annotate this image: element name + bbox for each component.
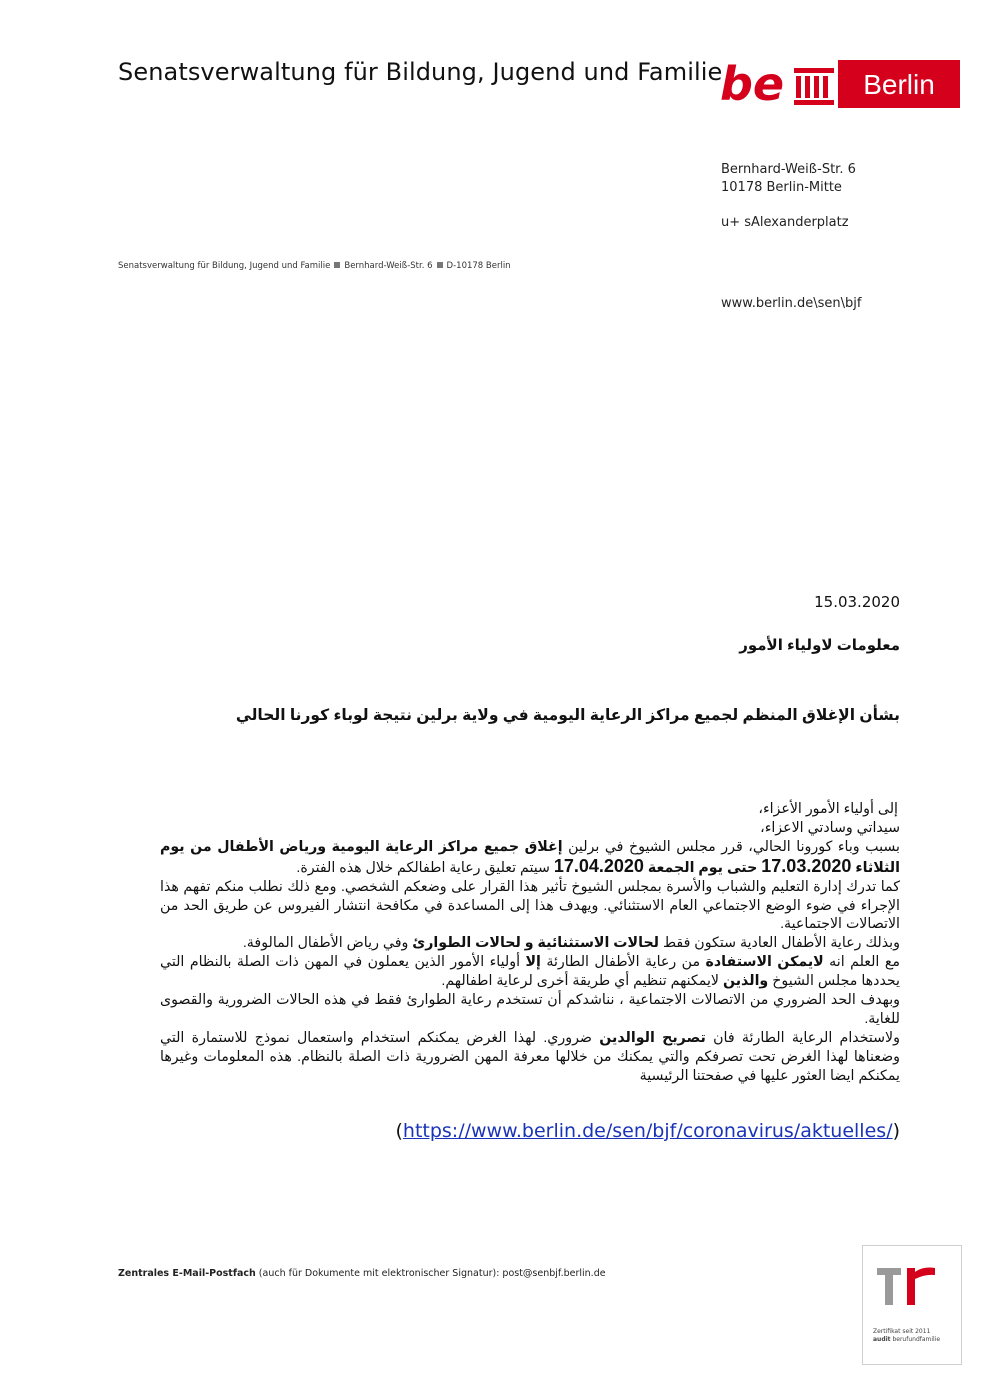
certificate-logo-icon	[863, 1246, 961, 1326]
letter-body	[160, 800, 900, 1086]
berlin-logo	[720, 58, 960, 110]
paragraph-5: وبهدف الحد الضروري من الاتصالات الاجتماعية ، نناشدكم أن تستخدم رعاية الطوارئ فقط في هذه الحالات الضرورية والقصوى للغاية.	[160, 992, 900, 1027]
certificate-line-1: Zertifikat seit 2011	[873, 1328, 931, 1335]
sender-line: Senatsverwaltung für Bildung, Jugend und Familie Bernhard-Weiß-Str. 6 D-10178 Berlin	[118, 261, 511, 271]
footer-email: Zentrales E-Mail-Postfach (auch für Dokumente mit elektronischer Signatur): post@senbjf.berlin.de	[118, 1268, 606, 1279]
subject-line-2: بشأن الإغلاق المنظم لجميع مراكز الرعاية اليومية في ولاية برلين نتيجة لوباء كورنا الحالي	[235, 707, 900, 724]
paragraph-1: بسبب وباء كورونا الحالي، قرر مجلس الشيوخ في برلين إغلاق جميع مراكز الرعاية اليومية ورياض الأطفال من يوم الثلاثاء 17.03.2020 حتى يوم الجمعة 17.04.2020 سيتم تعليق رعاية اطفالكم خلال هذه الفترة.	[160, 838, 900, 876]
address-street: Bernhard-Weiß-Str. 6	[721, 162, 856, 177]
paragraph-6: ولاستخدام الرعاية الطارئة فان تصريح الوالدين ضروري. لهذا الغرض يمكنكم استخدام واستعمال نموذج للاستمارة التي وضعناها لهذا الغرض تحت تصرفكم والتي يمكنك من خلالها معرفة المهن الضرورية ذات الصلة بالنظام. هذه المعلومات وغيرها يمكنكم ايضا العثور عليها في صفحتنا الرئيسية	[160, 1029, 900, 1084]
address-transit: u+ sAlexanderplatz	[721, 215, 849, 230]
greeting-1: إلى أولياء الأمور الأعزاء،	[758, 801, 898, 817]
page-title: Senatsverwaltung für Bildung, Jugend und Familie	[118, 58, 723, 86]
address-web: www.berlin.de\sen\bjf	[721, 296, 862, 311]
letter-date: 15.03.2020	[814, 593, 900, 611]
certificate-line-2: audit berufundfamilie	[873, 1336, 941, 1343]
paragraph-3: وبذلك رعاية الأطفال العادية ستكون فقط لحالات الاستثنائية و لحالات الطوارئ وفي رياض الأطفال المالوفة.	[242, 935, 900, 952]
logo-name: Berlin	[863, 69, 935, 100]
address-city: 10178 Berlin-Mitte	[721, 180, 842, 195]
certificate-badge	[862, 1245, 962, 1365]
paragraph-2: كما تدرك إدارة التعليم والشباب والأسرة بمجلس الشيوخ تأثير هذا القرار على وضعكم الشخصي. ومع ذلك نطلب منكم تفهم هذا الإجراء في ضوء الوضع الاجتماعي العام الاستثنائي. ويهدف هذا إلى المساعدة في مكافحة انتشار الفيروس عن طريق الحد من الاتصالات الاجتماعية.	[160, 878, 900, 933]
homepage-link[interactable]: https://www.berlin.de/sen/bjf/coronavirus/aktuelles/	[402, 1120, 893, 1142]
logo-mark: be	[720, 58, 785, 110]
paragraph-4: مع العلم انه لايمكن الاستفادة من رعاية الأطفال الطارئة إلا أولياء الأمور الذين يعملون في المهن ذات الصلة بالنظام التي يحددها مجلس الشيوخ والذين لايمكنهم تنظيم أي طريقة أخرى لرعاية اطفالهم.	[160, 954, 900, 990]
link-line: (https://www.berlin.de/sen/bjf/coronavirus/aktuelles/)	[395, 1120, 900, 1142]
greeting-2: سيداتي وسادتي الاعزاء،	[760, 819, 900, 836]
subject-line-1: معلومات لاولياء الأمور	[739, 637, 900, 654]
